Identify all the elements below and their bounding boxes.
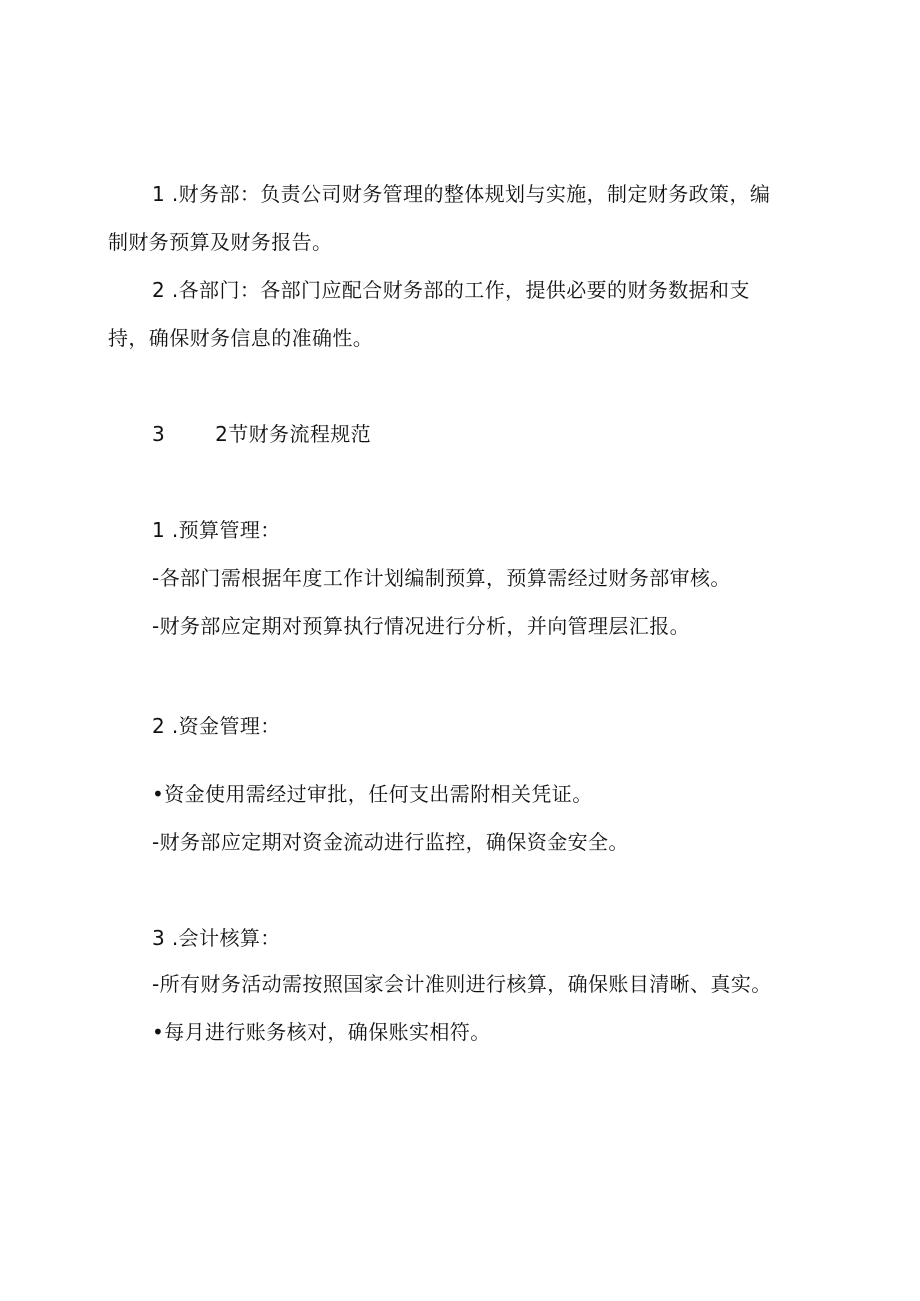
section-heading-title: 2节财务流程规范: [215, 422, 372, 446]
budget-title: 1 .预算管理：: [152, 518, 281, 542]
item-departments-line1: 2 .各部门：各部门应配合财务部的工作，提供必要的财务数据和支: [152, 278, 750, 302]
accounting-point: •每月进行账务核对，确保账实相符。: [152, 1020, 491, 1044]
section-heading: [152, 420, 371, 448]
funds-title: 2 .资金管理：: [152, 714, 281, 738]
item-finance-dept-line2: 制财务预算及财务报告。: [108, 230, 333, 254]
funds-point: •资金使用需经过审批，任何支出需附相关凭证。: [152, 782, 593, 806]
accounting-point: -所有财务活动需按照国家会计准则进行核算，确保账目清晰、真实。: [152, 972, 772, 996]
budget-point: -各部门需根据年度工作计划编制预算，预算需经过财务部审核。: [152, 566, 731, 590]
funds-point: -财务部应定期对资金流动进行监控，确保资金安全。: [152, 830, 629, 854]
section-heading-number: 3: [152, 422, 166, 446]
item-departments-line2: 持，确保财务信息的准确性。: [108, 326, 374, 350]
budget-point: -财务部应定期对预算执行情况进行分析，并向管理层汇报。: [152, 614, 691, 638]
item-finance-dept-line1: 1 .财务部：负责公司财务管理的整体规划与实施，制定财务政策，编: [152, 182, 771, 206]
accounting-title: 3 .会计核算：: [152, 926, 281, 950]
